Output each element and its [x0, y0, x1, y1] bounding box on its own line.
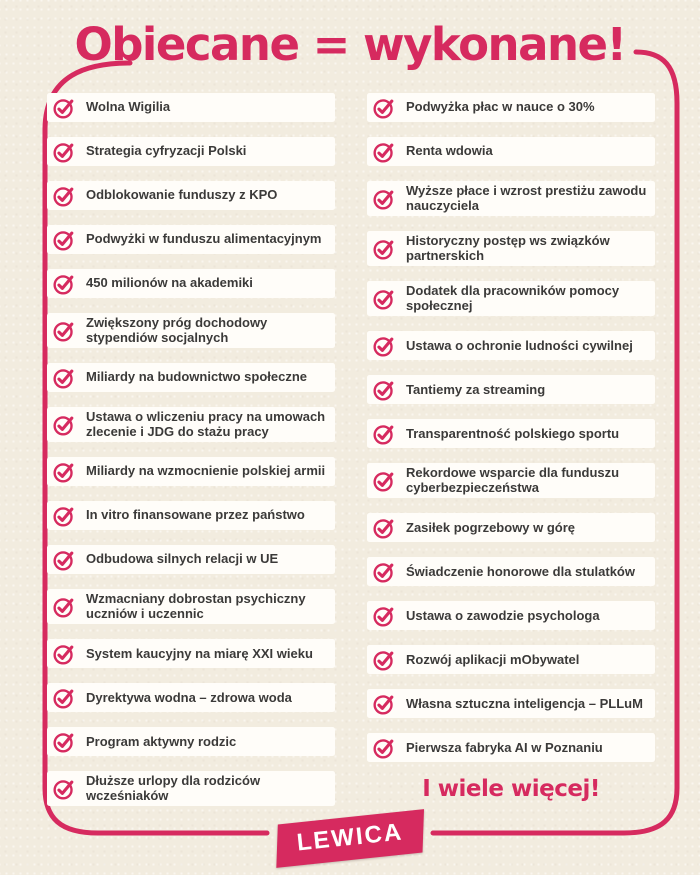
checklist-item-label: Rozwój aplikacji mObywatel	[406, 651, 580, 667]
check-circle-icon	[53, 778, 75, 800]
checklist-item-label: Tantiemy za streaming	[406, 381, 546, 397]
checklist-item-label: Wyższe płace i wzrost prestiżu zawodu nauczyciela	[406, 183, 647, 213]
lewica-logo	[276, 809, 423, 868]
checklist-item-label: Rekordowe wsparcie dla funduszu cyberbezpieczeństwa	[406, 465, 620, 495]
check-circle-icon	[373, 423, 395, 445]
checklist-item	[47, 545, 335, 574]
checklist-item-label: Zasiłek pogrzebowy w górę	[406, 519, 576, 535]
check-circle-icon	[53, 731, 75, 753]
checklist-item	[367, 231, 655, 266]
more-text: I wiele więcej!	[422, 776, 600, 802]
check-circle-icon	[373, 605, 395, 627]
checklist-item-label: Miliardy na budownictwo społeczne	[86, 369, 308, 385]
checklist-item	[367, 419, 655, 448]
check-circle-icon	[373, 141, 395, 163]
checklist-item	[367, 137, 655, 166]
check-circle-icon	[373, 561, 395, 583]
checklist-item-label: Odbudowa silnych relacji w UE	[86, 551, 279, 567]
check-circle-icon	[53, 273, 75, 295]
checklist-item-label: Transparentność polskiego sportu	[406, 425, 620, 441]
checklist-item	[367, 733, 655, 762]
checklist-item	[47, 181, 335, 210]
poster-title: Obiecane = wykonane!	[74, 18, 626, 71]
checklist-item-label: System kaucyjny na miarę XXI wieku	[86, 645, 313, 661]
check-circle-icon	[53, 461, 75, 483]
checklist-item	[47, 137, 335, 166]
check-circle-icon	[373, 238, 395, 260]
check-circle-icon	[53, 596, 75, 618]
lewica-logo-text: LEWICA	[295, 818, 405, 857]
checklist-item	[47, 727, 335, 756]
checklist-item	[367, 375, 655, 404]
check-circle-icon	[53, 97, 75, 119]
checklist-item-label: Renta wdowia	[406, 143, 493, 159]
checklist-item	[367, 601, 655, 630]
checklist-item-label: Wolna Wigilia	[86, 99, 171, 115]
checklist-item-label: Podwyżki w funduszu alimentacyjnym	[86, 231, 322, 247]
checklist-item-label: Podwyżka płac w nauce o 30%	[406, 99, 595, 115]
checklist-item	[367, 557, 655, 586]
checklist-item-label: 450 milionów na akademiki	[86, 275, 253, 291]
checklist-item-label: Świadczenie honorowe dla stulatków	[406, 563, 635, 579]
checklist-item	[367, 463, 655, 498]
checklist-item-label: Własna sztuczna inteligencja – PLLuM	[406, 695, 643, 711]
checklist-item	[47, 407, 335, 442]
check-circle-icon	[373, 97, 395, 119]
check-circle-icon	[373, 188, 395, 210]
check-circle-icon	[53, 414, 75, 436]
checklist-item	[47, 683, 335, 712]
check-circle-icon	[53, 687, 75, 709]
checklist-item-label: Ustawa o zawodzie psychologa	[406, 607, 600, 623]
checklist-item-label: Ustawa o wliczeniu pracy na umowach zlecenie i JDG do stażu pracy	[86, 409, 326, 439]
checklist-item-label: Dodatek dla pracowników pomocy społecznej	[406, 283, 620, 313]
checklist-item	[367, 331, 655, 360]
checklist-column-right	[367, 93, 655, 806]
check-circle-icon	[373, 737, 395, 759]
check-circle-icon	[53, 643, 75, 665]
check-circle-icon	[373, 379, 395, 401]
checklist-item	[367, 513, 655, 542]
checklist-item	[47, 313, 335, 348]
checklist-item	[367, 645, 655, 674]
checklist-column-left	[47, 93, 335, 806]
checklist-item	[47, 225, 335, 254]
checklist-item-label: Strategia cyfryzacji Polski	[86, 143, 247, 159]
checklist-item	[47, 457, 335, 486]
checklist-item-label: Odblokowanie funduszy z KPO	[86, 187, 278, 203]
checklist-item-label: Program aktywny rodzic	[86, 733, 237, 749]
check-circle-icon	[53, 505, 75, 527]
check-circle-icon	[373, 693, 395, 715]
checklist-item	[47, 93, 335, 122]
checklist-item	[47, 639, 335, 668]
check-circle-icon	[53, 320, 75, 342]
checklist-item-label: Historyczny postęp ws związków partnerskich	[406, 233, 610, 263]
checklist-item-label: Miliardy na wzmocnienie polskiej armii	[86, 463, 326, 479]
checklist-item-label: Dłuższe urlopy dla rodziców wcześniaków	[86, 773, 261, 803]
checklist-item-label: Dyrektywa wodna – zdrowa woda	[86, 689, 292, 705]
checklist-columns	[47, 93, 655, 806]
checklist-item	[367, 93, 655, 122]
check-circle-icon	[53, 185, 75, 207]
check-circle-icon	[53, 229, 75, 251]
check-circle-icon	[373, 517, 395, 539]
check-circle-icon	[373, 335, 395, 357]
check-circle-icon	[53, 141, 75, 163]
check-circle-icon	[53, 549, 75, 571]
checklist-item	[47, 771, 335, 806]
checklist-item	[367, 281, 655, 316]
checklist-item	[47, 363, 335, 392]
checklist-item-label: Wzmacniany dobrostan psychiczny uczniów i uczennic	[86, 591, 306, 621]
checklist-item	[367, 689, 655, 718]
checklist-item	[367, 181, 655, 216]
checklist-item-label: In vitro finansowane przez państwo	[86, 507, 305, 523]
checklist-item	[47, 501, 335, 530]
check-circle-icon	[373, 288, 395, 310]
checklist-item	[47, 589, 335, 624]
check-circle-icon	[373, 470, 395, 492]
check-circle-icon	[53, 367, 75, 389]
check-circle-icon	[373, 649, 395, 671]
checklist-item-label: Zwiększony próg dochodowy stypendiów socjalnych	[86, 315, 268, 345]
checklist-item-label: Ustawa o ochronie ludności cywilnej	[406, 337, 633, 353]
checklist-item	[47, 269, 335, 298]
checklist-item-label: Pierwsza fabryka AI w Poznaniu	[406, 739, 603, 755]
